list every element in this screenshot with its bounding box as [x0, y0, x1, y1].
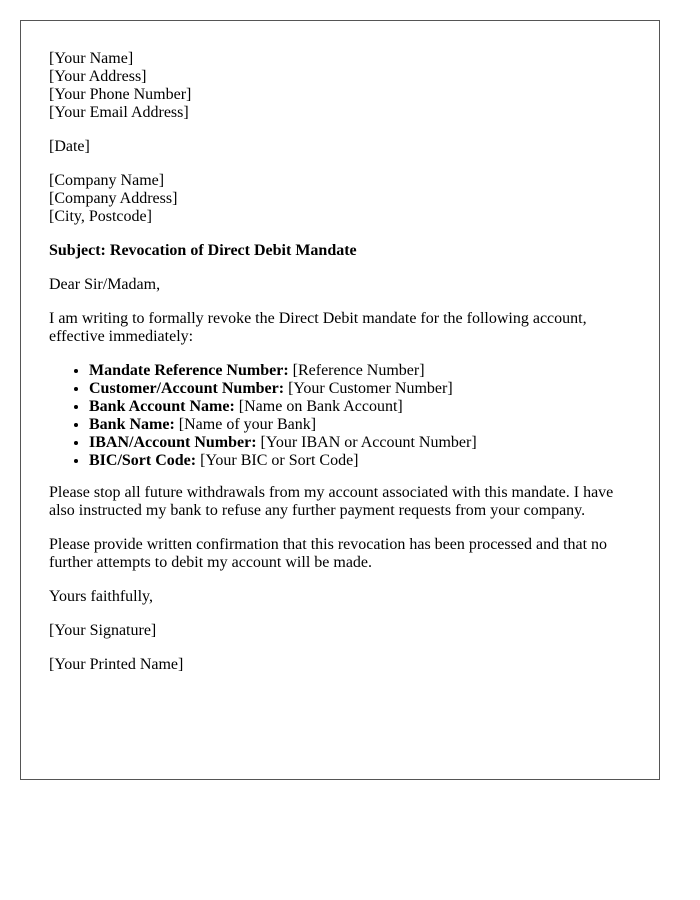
signature-placeholder: [Your Signature] — [49, 622, 157, 639]
detail-value: [Your Customer Number] — [284, 380, 453, 397]
sender-name: [Your Name] — [49, 50, 134, 67]
closing: Yours faithfully, — [49, 588, 154, 605]
recipient-address: [Company Address] — [49, 190, 178, 207]
date-block — [49, 138, 631, 156]
detail-label: Customer/Account Number: — [89, 380, 285, 397]
list-item — [89, 434, 631, 452]
detail-value: [Your IBAN or Account Number] — [256, 434, 477, 451]
detail-label: Bank Account Name: — [89, 398, 235, 415]
detail-label: Mandate Reference Number: — [89, 362, 289, 379]
detail-value: [Name of your Bank] — [174, 416, 317, 433]
sender-phone: [Your Phone Number] — [49, 86, 192, 103]
stop-paragraph: Please stop all future withdrawals from my account associated with this mandate. I have also instructed my bank to refuse any further payment requests from your company. — [49, 484, 614, 519]
detail-label: BIC/Sort Code: — [89, 452, 197, 469]
detail-value: [Reference Number] — [288, 362, 425, 379]
detail-value: [Your BIC or Sort Code] — [196, 452, 359, 469]
sender-email: [Your Email Address] — [49, 104, 189, 121]
recipient-block — [49, 172, 631, 226]
list-item — [89, 398, 631, 416]
list-item — [89, 380, 631, 398]
letter-date: [Date] — [49, 138, 90, 155]
sender-address: [Your Address] — [49, 68, 147, 85]
detail-label: IBAN/Account Number: — [89, 434, 257, 451]
confirm-paragraph: Please provide written confirmation that this revocation has been processed and that no further attempts to debit my account will be made. — [49, 536, 608, 571]
detail-label: Bank Name: — [89, 416, 175, 433]
sender-block — [49, 50, 631, 122]
recipient-company: [Company Name] — [49, 172, 165, 189]
letter-page — [20, 20, 660, 780]
list-item — [89, 452, 631, 470]
printed-name: [Your Printed Name] — [49, 656, 184, 673]
list-item — [89, 416, 631, 434]
intro-paragraph: I am writing to formally revoke the Direct Debit mandate for the following account, effective immediately: — [49, 310, 587, 345]
subject-line: Subject: Revocation of Direct Debit Mandate — [49, 242, 357, 259]
list-item — [89, 362, 631, 380]
detail-value: [Name on Bank Account] — [234, 398, 403, 415]
details-list — [49, 362, 631, 470]
recipient-city: [City, Postcode] — [49, 208, 152, 225]
salutation: Dear Sir/Madam, — [49, 276, 161, 293]
